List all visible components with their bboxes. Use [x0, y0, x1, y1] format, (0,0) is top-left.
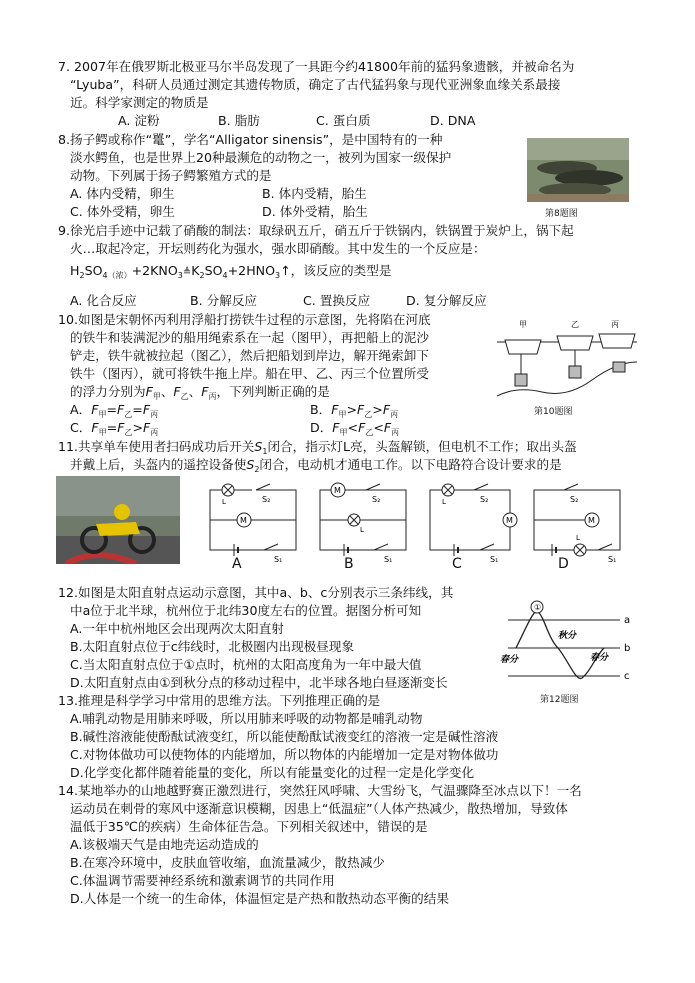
q9-line2: 火…取起冷定，开坛则药化为强水，强水即硝酸。其中发生的一个反应是： — [70, 241, 486, 256]
circuit-b — [320, 483, 406, 564]
q11-label-c: C — [452, 556, 462, 572]
q11-label-a: A — [232, 556, 242, 572]
q8-option-b: B. 体内受精，胎生 — [262, 186, 367, 201]
q8-caption: 第8题图 — [545, 209, 578, 219]
circuit-c — [430, 484, 517, 564]
circuit-d — [534, 484, 620, 564]
q12-caption: 第12题图 — [540, 695, 579, 705]
q14-line2: 运动员在刺骨的寒风中逐渐意识模糊，因患上“低温症”（人体产热减少，散热增加，导致体 — [70, 801, 568, 816]
q10-caption: 第10题图 — [534, 407, 573, 417]
q12-label-autumn: 秋分 — [558, 631, 577, 641]
q7-option-d: D. DNA — [430, 113, 476, 128]
q8-line1: 8.扬子鳄或称作“鼍”，学名“Alligator sinensis”，是中国特有的一种 — [58, 132, 443, 147]
q9-option-d: D. 复分解反应 — [406, 293, 487, 308]
q12-option-d: D.太阳直射点由①到秋分点的移动过程中，北半球各地白昼逐渐变长 — [70, 675, 448, 690]
svg-text:S₂: S₂ — [570, 495, 579, 504]
q13-option-d: D.化学变化都伴随着能量的变化，所以有能量变化的过程一定是化学变化 — [70, 765, 475, 780]
q8-option-c: C. 体外受精，卵生 — [70, 204, 175, 219]
q11-label-b: B — [344, 556, 354, 572]
q12-diagram — [498, 598, 638, 690]
svg-text:S₁: S₁ — [274, 555, 283, 564]
q10-line5: 的浮力分别为$F_甲$、$F_乙$、$F_丙$，下列判断正确的是 — [70, 384, 330, 401]
q11-line1: 11.共享单车使用者扫码成功后开关$S_1$闭合，指示灯L亮，头盔解锁，但电机不工作；取出头盔 — [58, 439, 577, 456]
q10-line5-a: 的浮力分别为 — [70, 384, 146, 399]
q11-line1-b: 闭合，指示灯L亮，头盔解锁，但电机不工作；取出头盔 — [267, 439, 577, 454]
q7-line3: 近。科学家测定的物质是 — [70, 95, 209, 110]
q10-option-b: B．$F_甲>F_乙>F_丙$ — [310, 402, 399, 419]
circuit-a — [210, 484, 296, 564]
q8-line2: 淡水鳄鱼，也是世界上20种最濒危的动物之一，被列为国家一级保护 — [70, 150, 452, 165]
q11-circuits — [204, 480, 664, 570]
q11-label-d: D — [558, 556, 569, 572]
q7-line2: “Lyuba”，科研人员通过测定其遗传物质，确定了古代猛犸象与现代亚洲象血缘关系最接 — [70, 77, 561, 92]
alligator-photo — [527, 138, 629, 202]
q7-option-b: B. 脂肪 — [218, 113, 260, 128]
svg-text:L: L — [360, 526, 364, 534]
svg-text:c: c — [624, 671, 630, 682]
q14-option-c: C.体温调节需要神经系统和激素调节的共同作用 — [70, 873, 335, 888]
q12-label-spring: 春分 — [500, 655, 519, 665]
svg-text:M: M — [334, 486, 341, 495]
q11-line1-a: 11.共享单车使用者扫码成功后开关 — [58, 439, 255, 454]
svg-text:M: M — [506, 516, 513, 525]
q12-point-one: ① — [534, 603, 542, 612]
svg-text:M: M — [240, 516, 247, 525]
q10-diagram — [497, 316, 637, 400]
q10-option-d: D．$F_甲<F_乙<F_丙$ — [310, 420, 400, 437]
q10-label-yi: 乙 — [571, 320, 579, 329]
svg-text:S₁: S₁ — [384, 555, 393, 564]
q9-option-b: B. 分解反应 — [190, 293, 258, 308]
q10-line1: 10.如图是宋朝怀丙利用浮船打捞铁牛过程的示意图，先将陷在河底 — [58, 312, 431, 327]
q10-line5-b: ，下列判断正确的是 — [216, 384, 330, 399]
q12-option-b: B.太阳直射点位于c纬线时，北极圈内出现极昼现象 — [70, 639, 355, 654]
q12-line1: 12.如图是太阳直射点运动示意图，其中a、b、c分别表示三条纬线，其 — [58, 585, 454, 600]
q9-equation: $H_2SO_{4(浓)}+2KNO_3≜K_2SO_4+2HNO_3↑$，该反应的类型是 — [70, 263, 392, 280]
q12-option-a: A.一年中杭州地区会出现两次太阳直射 — [70, 621, 284, 636]
bike-photo — [56, 476, 180, 564]
svg-text:L: L — [442, 498, 446, 506]
q14-option-a: A.该极端天气是由地壳运动造成的 — [70, 837, 259, 852]
q10-option-a: A．$F_甲=F_乙=F_丙$ — [70, 402, 159, 419]
q11-line2-a: 并戴上后，头盔内的遥控设备使 — [70, 457, 247, 472]
q8-option-d: D. 体外受精，胎生 — [262, 204, 368, 219]
q14-line1: 14.某地举办的山地越野赛正激烈进行，突然狂风呼啸、大雪纷飞，气温骤降至冰点以下！一名 — [58, 783, 582, 798]
q7-option-a: A. 淀粉 — [118, 113, 160, 128]
q13-option-b: B.碱性溶液能使酚酞试液变红，所以能使酚酞试液变红的溶液一定是碱性溶液 — [70, 729, 499, 744]
q7-option-c: C. 蛋白质 — [316, 113, 371, 128]
q14-option-b: B.在寒冷环境中，皮肤血管收缩，血流量减少，散热减少 — [70, 855, 385, 870]
svg-text:S₂: S₂ — [480, 495, 489, 504]
q10-line3: 铲走，铁牛就被拉起（图乙），然后把船划到岸边，解开绳索卸下 — [70, 348, 429, 363]
q12-line2: 中a位于北半球，杭州位于北纬30度左右的位置。据图分析可知 — [70, 603, 422, 618]
q7-line1: 7. 2007年在俄罗斯北极亚马尔半岛发现了一具距今约41800年前的猛犸象遗骸，并被命名为 — [58, 59, 575, 74]
q13-option-c: C.对物体做功可以使物体的内能增加，所以物体的内能增加一定是对物体做功 — [70, 747, 499, 762]
svg-text:b: b — [624, 643, 631, 654]
q10-option-c: C．$F_甲=F_乙>F_丙$ — [70, 420, 159, 437]
q14-line3: 温低于35℃的疾病）生命体征告急。下列相关叙述中，错误的是 — [70, 819, 428, 834]
svg-text:S₂: S₂ — [372, 495, 381, 504]
q8-option-a: A. 体内受精，卵生 — [70, 186, 175, 201]
q10-label-jia: 甲 — [519, 320, 527, 329]
q10-label-bing: 丙 — [611, 320, 619, 329]
q10-line2: 的铁牛和装满泥沙的船用绳索系在一起（图甲），再把船上的泥沙 — [70, 330, 429, 345]
q11-line2-b: 闭合，电动机才通电工作。以下电路符合设计要求的是 — [259, 457, 562, 472]
q9-line1: 9.徐光启手迹中记载了硝酸的制法：取绿矾五斤，硝五斤于铁锅内，铁锅置于炭炉上，锅下起 — [58, 223, 574, 238]
q13-option-a: A.哺乳动物是用肺来呼吸，所以用肺来呼吸的动物都是哺乳动物 — [70, 711, 423, 726]
q9-option-c: C. 置换反应 — [303, 293, 371, 308]
svg-text:L: L — [222, 498, 226, 506]
q9-option-a: A. 化合反应 — [70, 293, 137, 308]
svg-text:S₁: S₁ — [490, 555, 499, 564]
q14-option-d: D.人体是一个统一的生命体，体温恒定是产热和散热动态平衡的结果 — [70, 891, 449, 906]
q12-option-c: C.当太阳直射点位于①点时，杭州的太阳高度角为一年中最大值 — [70, 657, 422, 672]
q13-line1: 13.推理是科学学习中常用的思维方法。下列推理正确的是 — [58, 693, 381, 708]
svg-text:S₂: S₂ — [262, 495, 271, 504]
q9-equation-tail: ，该反应的类型是 — [290, 263, 392, 278]
q8-line3: 动物。下列属于扬子鳄繁殖方式的是 — [70, 168, 272, 183]
svg-text:a: a — [624, 615, 631, 626]
svg-text:M: M — [588, 516, 595, 525]
svg-text:S₁: S₁ — [608, 555, 617, 564]
svg-text:L: L — [576, 534, 580, 542]
q10-line4: 铁牛（图丙），就可将铁牛拖上岸。船在甲、乙、丙三个位置所受 — [70, 366, 429, 381]
q12-label-spring2: 春分 — [590, 653, 609, 663]
q11-line2: 并戴上后，头盔内的遥控设备使$S_2$闭合，电动机才通电工作。以下电路符合设计要求的是 — [70, 457, 562, 474]
